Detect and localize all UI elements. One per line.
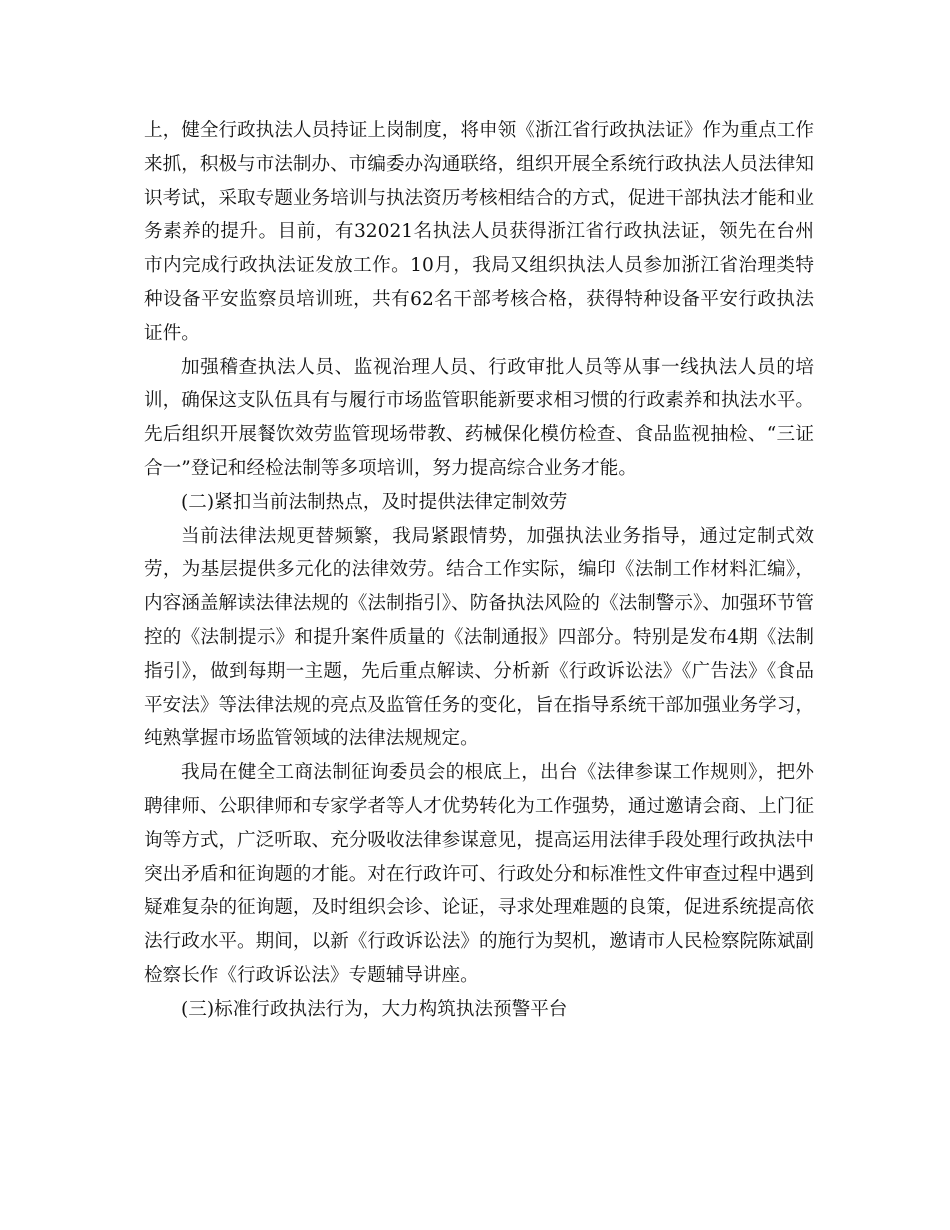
paragraph-1: 上，健全行政执法人员持证上岗制度，将申领《浙江省行政执法证》作为重点工作来抓，积极与市法制办、市编委办沟通联络，组织开展全系统行政执法人员法律知识考试，采取专题业务培训与执法资历考核相结合的方式，促进干部执法才能和业务素养的提升。目前，有32021名执法人员获得浙江省行政执法证，领先在台州市内完成行政执法证发放工作。10月，我局又组织执法人员参加浙江省治理类特种设备平安监察员培训班，共有62名干部考核合格，获得特种设备平安行政执法证件。 bbox=[144, 120, 814, 344]
paragraph-4: 我局在健全工商法制征询委员会的根底上，出台《法律参谋工作规则》，把外聘律师、公职律师和专家学者等人才优势转化为工作强势，通过邀请会商、上门征询等方式，广泛听取、充分吸收法律参谋意见，提高运用法律手段处理行政执法中突出矛盾和征询题的才能。对在行政许可、行政处分和标准性文件审查过程中遇到疑难复杂的征询题，及时组织会诊、论证，寻求处理难题的良策，促进系统提高依法行政水平。期间，以新《行政诉讼法》的施行为契机，邀请市人民检察院陈斌副检察长作《行政诉讼法》专题辅导讲座。 bbox=[144, 762, 814, 986]
section-heading-2: (二)紧扣当前法制热点，及时提供法律定制效劳 bbox=[181, 491, 568, 513]
document-body bbox=[144, 114, 814, 1027]
paragraph-2: 加强稽查执法人员、监视治理人员、行政审批人员等从事一线执法人员的培训，确保这支队伍具有与履行市场监管职能新要求相习惯的行政素养和执法水平。先后组织开展餐饮效劳监管现场带教、药械保化模仿检查、食品监视抽检、“三证合一”登记和经检法制等多项培训，努力提高综合业务才能。 bbox=[144, 356, 814, 479]
paragraph-3: 当前法律法规更替频繁，我局紧跟情势，加强执法业务指导，通过定制式效劳，为基层提供多元化的法律效劳。结合工作实际，编印《法制工作材料汇编》，内容涵盖解读法律法规的《法制指引》、防备执法风险的《法制警示》、加强环节管控的《法制提示》和提升案件质量的《法制通报》四部分。特别是发布4期《法制指引》，做到每期一主题，先后重点解读、分析新《行政诉讼法》《广告法》《食品平安法》等法律法规的亮点及监管任务的变化，旨在指导系统干部加强业务学习，纯熟掌握市场监管领域的法律法规规定。 bbox=[144, 525, 814, 750]
section-heading-3: (三)标准行政执法行为，大力构筑执法预警平台 bbox=[181, 998, 568, 1020]
